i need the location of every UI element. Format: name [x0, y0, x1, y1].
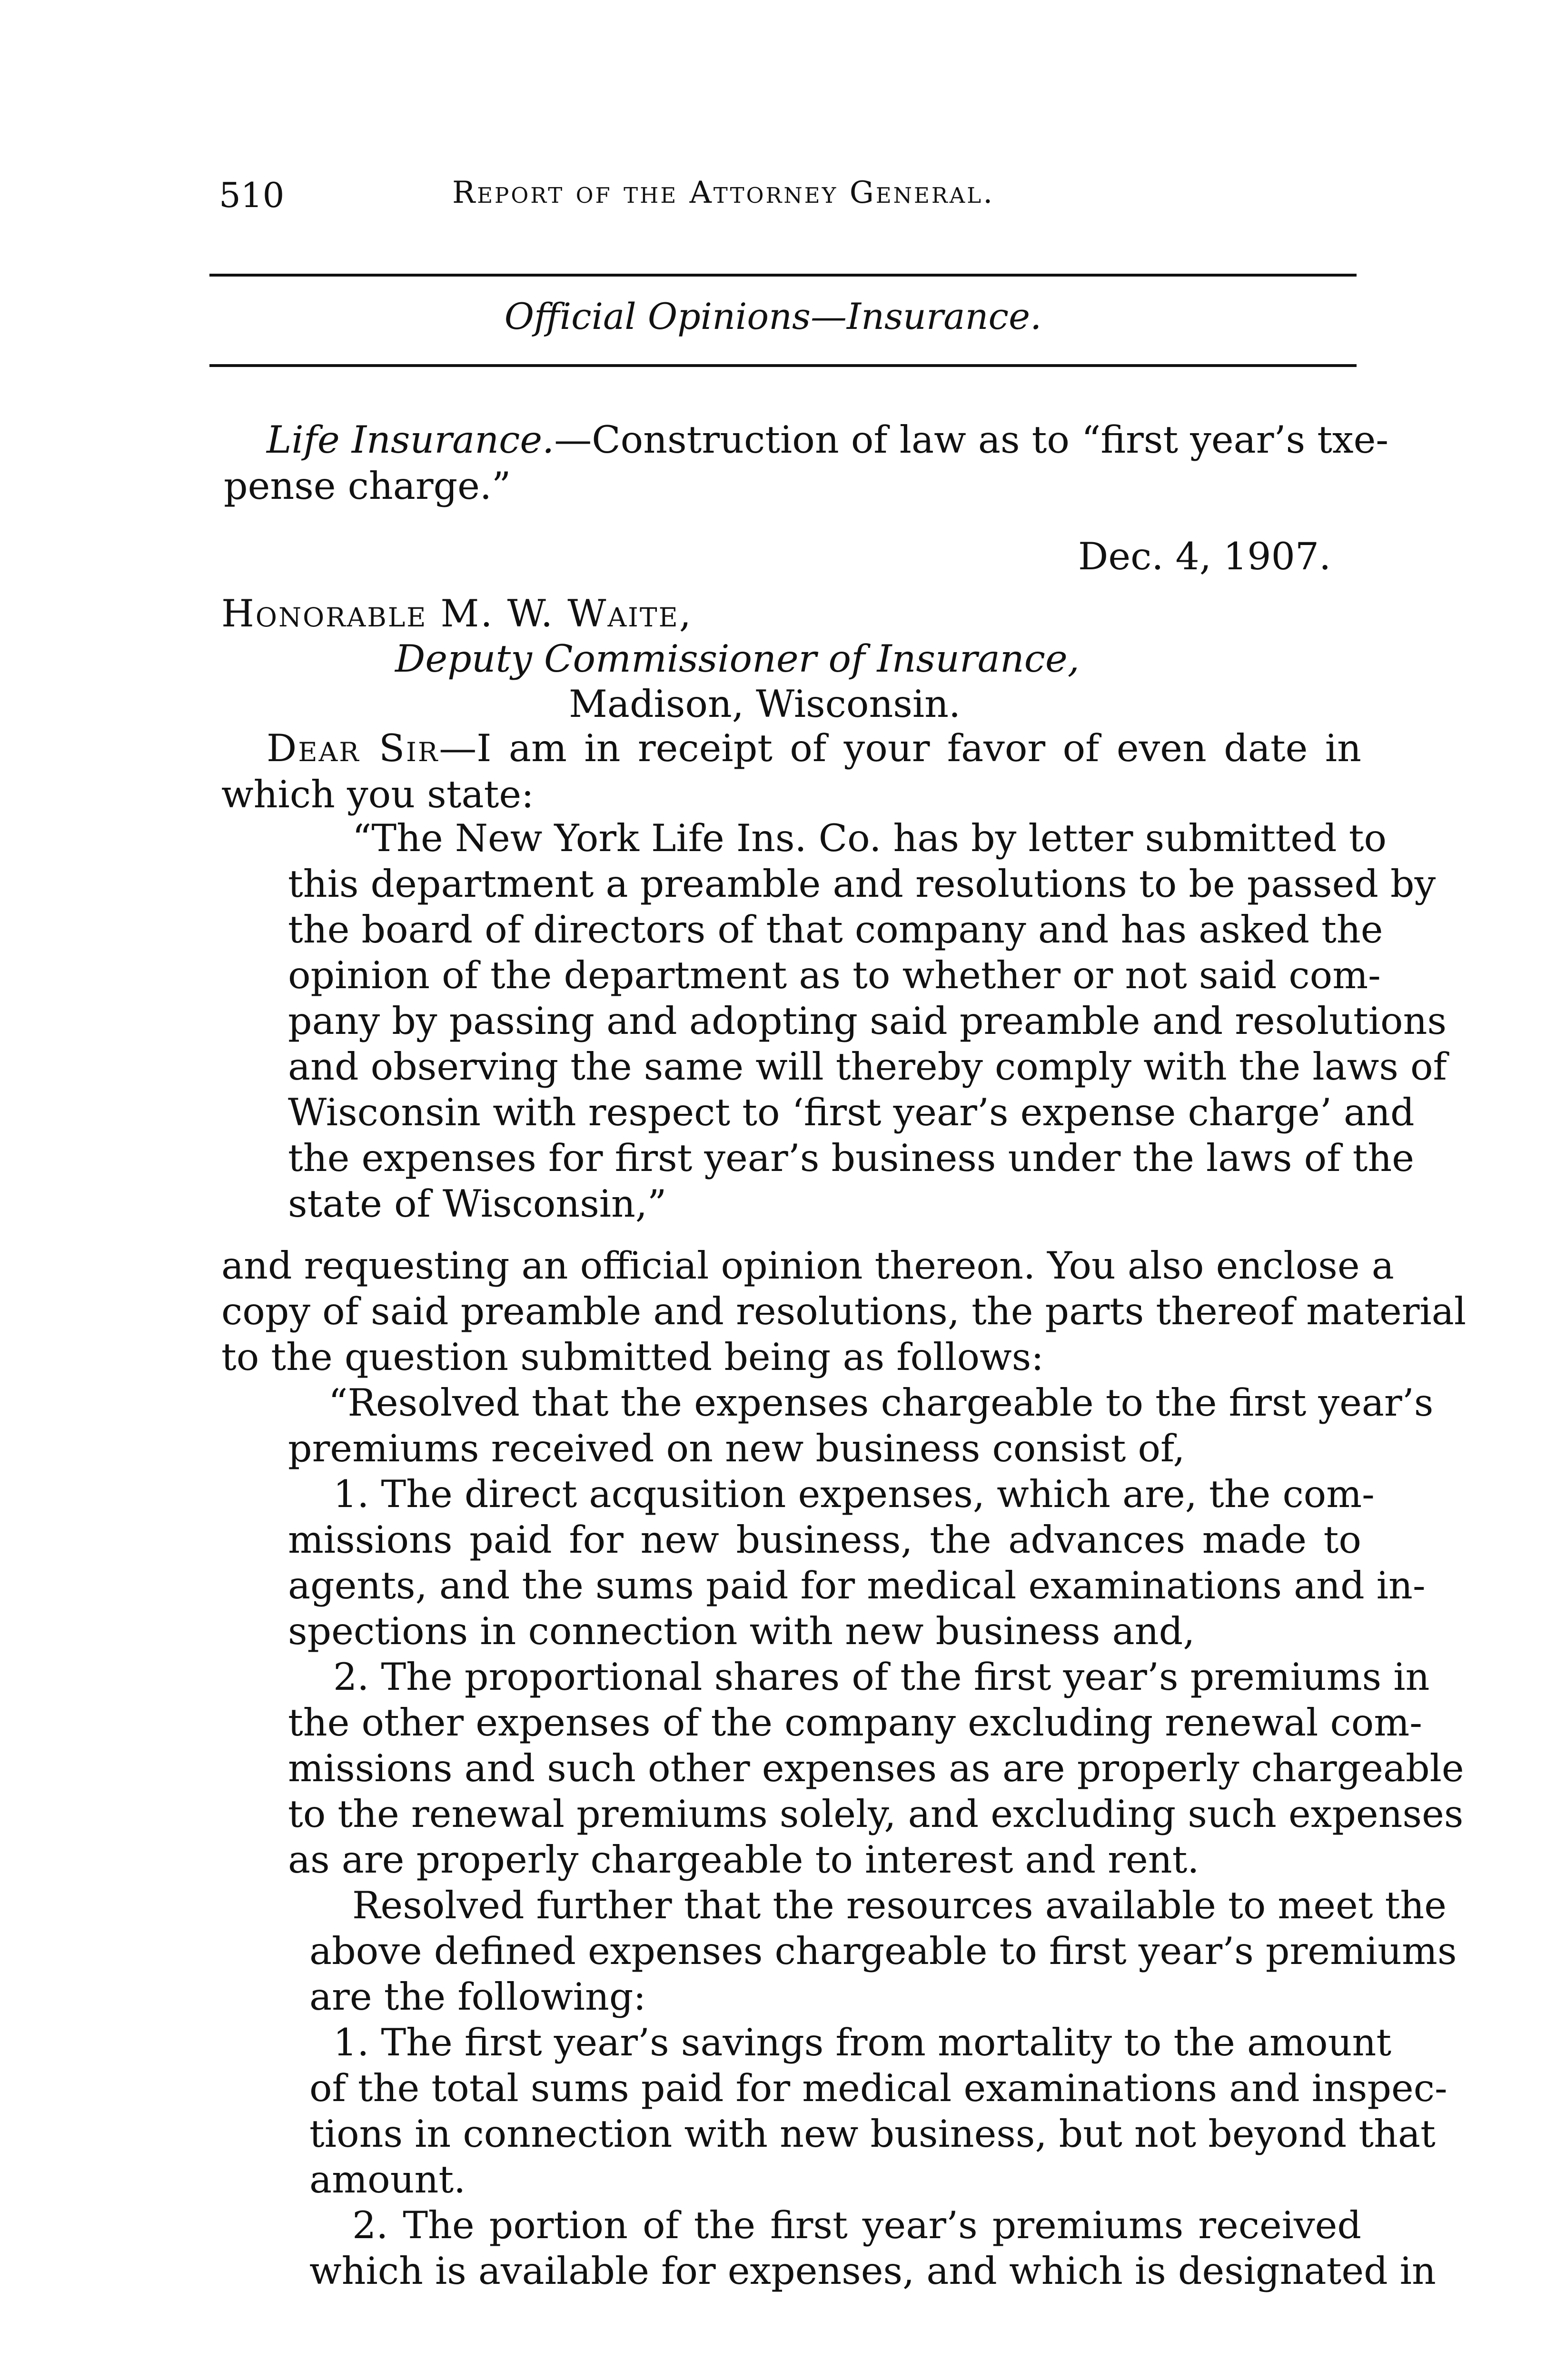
resolution-line: are the following: — [309, 1975, 646, 2019]
resolution-line: agents, and the sums paid for medical examinations and in- — [288, 1564, 1426, 1607]
body-line: copy of said preamble and resolutions, the parts thereof material — [221, 1289, 1467, 1333]
section-title: Official Opinions—Insurance. — [504, 295, 1042, 337]
opinion-heading — [267, 418, 1389, 462]
heading-continuation: pense charge.” — [224, 464, 511, 508]
salutation-line — [267, 726, 1361, 770]
resolution-line: 2. The proportional shares of the first year’s premiums in — [333, 1655, 1430, 1699]
resolution-line: 2. The portion of the first year’s premiums received — [352, 2203, 1361, 2247]
resolution-line: premiums received on new business consist of, — [288, 1427, 1185, 1470]
resolution-line: amount. — [309, 2158, 466, 2202]
addressee-name: Honorable M. W. Waite, — [221, 592, 693, 635]
body-line: to the question submitted being as follows: — [221, 1335, 1044, 1379]
salutation: Dear Sir — [267, 726, 439, 770]
quote-line: this department a preamble and resolutions to be passed by — [288, 862, 1436, 906]
quote-line: the board of directors of that company and has asked the — [288, 908, 1383, 952]
letter-date: Dec. 4, 1907. — [1078, 535, 1331, 578]
top-rule — [209, 274, 1357, 277]
quote-line: the expenses for first year’s business under the laws of the — [288, 1136, 1414, 1180]
resolution-line: spections in connection with new business and, — [288, 1609, 1195, 1653]
heading-subject: Life Insurance. — [267, 418, 555, 462]
resolution-line: above defined expenses chargeable to first year’s premiums — [309, 1929, 1457, 1973]
resolution-line: of the total sums paid for medical examinations and inspec- — [309, 2066, 1447, 2110]
resolution-line: the other expenses of the company excluding renewal com- — [288, 1701, 1422, 1745]
resolution-line: 1. The first year’s savings from mortality to the amount — [333, 2021, 1392, 2064]
body-line: —I am in receipt of your favor of even date in — [439, 726, 1361, 770]
resolution-line: missions and such other expenses as are properly chargeable — [288, 1746, 1464, 1790]
addressee-place: Madison, Wisconsin. — [569, 682, 961, 726]
running-title: Report of the Attorney General. — [452, 175, 995, 210]
heading-description: —Construction of law as to “first year’s txe- — [554, 418, 1389, 462]
quote-line: state of Wisconsin,” — [288, 1182, 667, 1226]
addressee-title: Deputy Commissioner of Insurance, — [395, 637, 1080, 681]
quote-line: “The New York Life Ins. Co. has by letter submitted to — [352, 816, 1387, 860]
resolution-line: as are properly chargeable to interest and rent. — [288, 1838, 1199, 1882]
resolution-line: missions paid for new business, the advances made to — [288, 1518, 1361, 1562]
resolution-line: to the renewal premiums solely, and excluding such expenses — [288, 1792, 1464, 1836]
resolution-line: tions in connection with new business, but not beyond that — [309, 2112, 1436, 2156]
resolution-line: which is available for expenses, and which is designated in — [309, 2249, 1436, 2293]
quote-line: pany by passing and adopting said preamble and resolutions — [288, 999, 1447, 1043]
resolution-line: “Resolved that the expenses chargeable to the first year’s — [328, 1381, 1434, 1425]
bottom-rule — [209, 364, 1357, 367]
quote-line: and observing the same will thereby comply with the laws of — [288, 1045, 1447, 1089]
body-line: which you state: — [221, 773, 534, 816]
quote-line: opinion of the department as to whether or not said com- — [288, 953, 1381, 997]
page-number: 510 — [219, 175, 285, 215]
body-line: and requesting an official opinion thereon. You also enclose a — [221, 1244, 1394, 1288]
resolution-line: Resolved further that the resources available to meet the — [352, 1884, 1447, 1927]
quote-line: Wisconsin with respect to ‘first year’s expense charge’ and — [288, 1091, 1415, 1134]
resolution-line: 1. The direct acqusition expenses, which are, the com- — [333, 1472, 1375, 1516]
